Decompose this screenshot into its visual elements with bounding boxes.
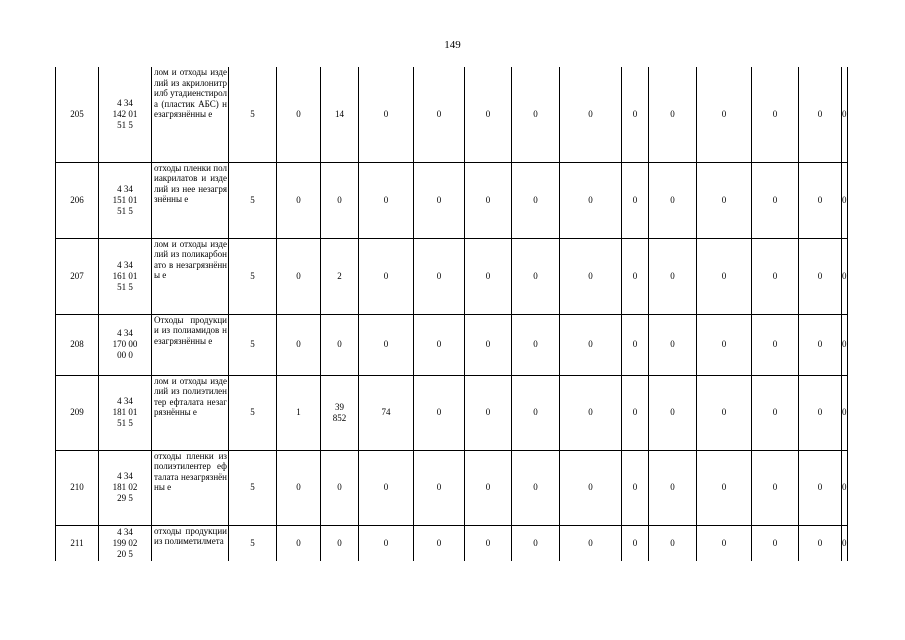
value-cell: 0 — [622, 238, 649, 314]
value-cell: 0 — [414, 450, 465, 525]
value-cell: 0 — [277, 450, 321, 525]
value-cell: 0 — [414, 238, 465, 314]
value-cell: 0 — [277, 67, 321, 162]
value-cell: 0 — [465, 450, 512, 525]
value-cell: 5 — [229, 375, 277, 450]
value-cell: 0 — [277, 525, 321, 561]
value-cell: 0 — [622, 162, 649, 238]
value-cell: 0 — [752, 162, 799, 238]
value-cell: 0 — [277, 238, 321, 314]
value-cell: 0 — [842, 375, 848, 450]
value-cell: 0 — [359, 314, 414, 375]
value-cell: 0 — [799, 450, 842, 525]
value-cell: 0 — [799, 162, 842, 238]
fkko-code-part: 161 01 — [112, 270, 138, 281]
value-cell: 0 — [277, 314, 321, 375]
value-cell: 0 — [842, 450, 848, 525]
fkko-code-part: 4 34 — [117, 328, 133, 338]
value-cell: 0 — [359, 238, 414, 314]
value-cell: 0 — [622, 375, 649, 450]
value-cell: 0 — [512, 525, 560, 561]
value-cell: 0 — [414, 375, 465, 450]
row-number-cell: 211 — [56, 525, 99, 561]
value-cell: 0 — [512, 450, 560, 525]
value-cell: 0 — [321, 450, 359, 525]
fkko-code-part: 170 00 — [112, 339, 138, 349]
fkko-code-part: 20 5 — [117, 548, 133, 559]
fkko-code-part: 142 01 — [112, 108, 138, 119]
fkko-code-cell — [99, 450, 152, 525]
value-cell: 0 — [512, 314, 560, 375]
value-cell: 5 — [229, 238, 277, 314]
value-cell: 0 — [752, 67, 799, 162]
waste-table — [55, 67, 848, 561]
value-cell — [321, 375, 359, 450]
fkko-code-cell — [99, 238, 152, 314]
value-cell: 0 — [359, 525, 414, 561]
fkko-code-part: 29 5 — [117, 493, 133, 503]
value-cell: 0 — [465, 375, 512, 450]
value-cell: 0 — [842, 162, 848, 238]
value-cell: 0 — [560, 162, 622, 238]
value-cell: 0 — [649, 525, 697, 561]
fkko-code-part: 181 01 — [112, 407, 138, 417]
value-cell: 0 — [560, 67, 622, 162]
value-cell: 0 — [799, 238, 842, 314]
value-cell: 0 — [321, 162, 359, 238]
value-cell: 0 — [414, 314, 465, 375]
value-cell: 5 — [229, 162, 277, 238]
value-cell: 0 — [697, 67, 752, 162]
value-cell: 2 — [321, 238, 359, 314]
table-row — [56, 314, 848, 375]
waste-name-cell: лом и отходы изделий из акрилонитрилб утадиенстирол а (пластик АБС) незагрязнённы е — [152, 67, 229, 162]
value-cell: 0 — [414, 162, 465, 238]
value-cell: 0 — [697, 162, 752, 238]
value-cell: 5 — [229, 314, 277, 375]
value-cell: 0 — [799, 67, 842, 162]
value-cell: 0 — [799, 314, 842, 375]
value-cell: 0 — [649, 162, 697, 238]
value-cell: 0 — [465, 314, 512, 375]
fkko-code-part: 51 5 — [117, 418, 133, 428]
fkko-code-part: 00 0 — [117, 350, 133, 360]
value-cell: 0 — [649, 238, 697, 314]
value-cell: 0 — [649, 375, 697, 450]
waste-name-cell: лом и отходы изделий из полиэтилентер ефталата незагрязнённы е — [152, 375, 229, 450]
value-cell: 14 — [321, 67, 359, 162]
value-cell: 0 — [697, 450, 752, 525]
waste-name-cell: отходы продукции из полиметилмета — [152, 525, 229, 561]
value-cell: 0 — [799, 375, 842, 450]
value-cell: 0 — [414, 525, 465, 561]
fkko-code-cell — [99, 525, 152, 561]
fkko-code-part: 199 02 — [112, 537, 138, 548]
value-cell: 0 — [321, 314, 359, 375]
value-cell: 0 — [752, 238, 799, 314]
fkko-code-part: 4 34 — [117, 526, 133, 537]
fkko-code-part: 4 34 — [117, 97, 133, 108]
value-cell: 0 — [799, 525, 842, 561]
value-cell: 0 — [649, 67, 697, 162]
fkko-code-part: 151 01 — [112, 194, 138, 205]
value-cell: 0 — [359, 162, 414, 238]
table-row — [56, 238, 848, 314]
value-part: 39 — [335, 402, 344, 412]
value-cell: 0 — [560, 525, 622, 561]
value-cell: 0 — [842, 525, 848, 561]
value-cell: 0 — [697, 238, 752, 314]
page-number: 149 — [444, 39, 461, 51]
waste-name-cell: отходы пленки полиакрилатов и изделий из нее незагрязнённы е — [152, 162, 229, 238]
value-cell: 0 — [622, 525, 649, 561]
value-cell: 0 — [465, 525, 512, 561]
fkko-code-cell — [99, 67, 152, 162]
row-number-cell: 206 — [56, 162, 99, 238]
value-cell: 0 — [697, 375, 752, 450]
waste-name-cell: лом и отходы изделий из поликарбонато в незагрязнённы е — [152, 238, 229, 314]
value-cell: 0 — [842, 238, 848, 314]
value-cell: 0 — [414, 67, 465, 162]
row-number-cell: 209 — [56, 375, 99, 450]
value-cell: 0 — [277, 162, 321, 238]
value-cell: 0 — [359, 67, 414, 162]
value-cell: 0 — [560, 375, 622, 450]
value-cell: 0 — [560, 238, 622, 314]
fkko-code-part: 51 5 — [117, 119, 133, 130]
value-cell: 0 — [752, 375, 799, 450]
value-part: 852 — [332, 412, 347, 423]
table-row — [56, 67, 848, 162]
waste-name-cell: Отходы продукции из полиамидов незагрязнённы е — [152, 314, 229, 375]
value-cell: 0 — [465, 162, 512, 238]
fkko-code-part: 4 34 — [117, 259, 133, 270]
fkko-code-part: 51 5 — [117, 205, 133, 216]
value-cell: 0 — [697, 314, 752, 375]
fkko-code-cell — [99, 314, 152, 375]
value-cell: 0 — [359, 450, 414, 525]
fkko-code-part: 4 34 — [117, 471, 133, 481]
value-cell: 0 — [321, 525, 359, 561]
value-cell: 0 — [649, 314, 697, 375]
table-row — [56, 525, 848, 561]
value-cell: 0 — [842, 314, 848, 375]
value-cell: 0 — [752, 314, 799, 375]
value-cell: 0 — [752, 525, 799, 561]
value-cell: 0 — [512, 238, 560, 314]
value-cell: 5 — [229, 450, 277, 525]
value-cell: 0 — [512, 375, 560, 450]
row-number-cell: 210 — [56, 450, 99, 525]
fkko-code-cell — [99, 375, 152, 450]
value-cell: 0 — [512, 67, 560, 162]
fkko-code-part: 181 02 — [112, 482, 138, 492]
fkko-code-part: 4 34 — [117, 183, 133, 194]
fkko-code-part: 51 5 — [117, 281, 133, 292]
row-number-cell: 205 — [56, 67, 99, 162]
row-number-cell: 208 — [56, 314, 99, 375]
value-cell: 0 — [842, 67, 848, 162]
fkko-code-part: 4 34 — [117, 396, 133, 406]
value-cell: 0 — [512, 162, 560, 238]
value-cell: 0 — [560, 314, 622, 375]
value-cell: 0 — [697, 525, 752, 561]
row-number-cell: 207 — [56, 238, 99, 314]
table-row — [56, 450, 848, 525]
value-cell: 5 — [229, 67, 277, 162]
table-row — [56, 162, 848, 238]
value-cell: 74 — [359, 375, 414, 450]
value-cell: 0 — [560, 450, 622, 525]
value-cell: 0 — [649, 450, 697, 525]
value-cell: 0 — [752, 450, 799, 525]
table-row — [56, 375, 848, 450]
value-cell: 0 — [622, 450, 649, 525]
value-cell: 1 — [277, 375, 321, 450]
value-cell: 0 — [622, 67, 649, 162]
waste-name-cell: отходы пленки из полиэтилентер ефталата незагрязнённы е — [152, 450, 229, 525]
value-cell: 5 — [229, 525, 277, 561]
value-cell: 0 — [465, 238, 512, 314]
value-cell: 0 — [622, 314, 649, 375]
value-cell: 0 — [465, 67, 512, 162]
fkko-code-cell — [99, 162, 152, 238]
